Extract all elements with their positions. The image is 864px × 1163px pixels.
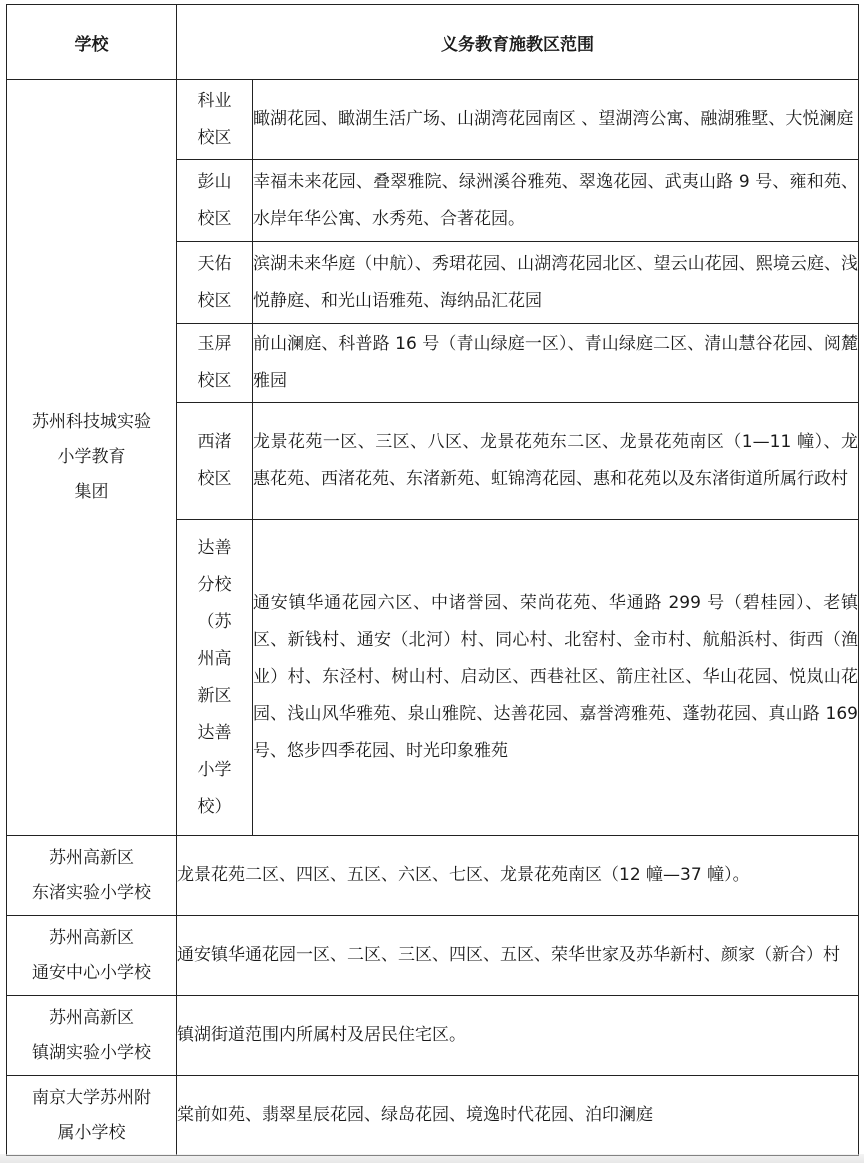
campus-name bbox=[177, 80, 253, 160]
campus-range: 龙景花苑一区、三区、八区、龙景花苑东二区、龙景花苑南区（1—11 幢）、龙惠花苑、西渚花苑、东渚新苑、虹锦湾花园、惠和花苑以及东渚街道所属行政村 bbox=[253, 403, 859, 520]
school-name-line: 东渚实验小学校 bbox=[32, 882, 151, 903]
header-school: 学校 bbox=[7, 5, 177, 80]
school-name-line: 通安中心小学校 bbox=[32, 962, 151, 983]
enrollment-zone-table bbox=[6, 4, 859, 1156]
table-row bbox=[7, 916, 859, 996]
campus-name bbox=[177, 324, 253, 403]
table-row bbox=[7, 996, 859, 1076]
campus-name-line: 新区 bbox=[197, 685, 232, 706]
table-row bbox=[7, 836, 859, 916]
campus-range: 幸福未来花园、叠翠雅院、绿洲溪谷雅苑、翠逸花园、武夷山路 9 号、雍和苑、水岸年华公寓、水秀苑、合著花园。 bbox=[253, 160, 859, 242]
campus-name bbox=[177, 403, 253, 520]
header-range: 义务教育施教区范围 bbox=[177, 5, 859, 80]
campus-name-line: 小学 bbox=[197, 759, 232, 780]
campus-name bbox=[177, 242, 253, 324]
school-name bbox=[7, 836, 177, 916]
school-name-line: 苏州高新区 bbox=[49, 847, 134, 868]
campus-name-line: 州高 bbox=[197, 648, 232, 669]
table-row bbox=[7, 80, 859, 160]
campus-name-line: 科业 bbox=[197, 90, 232, 111]
campus-range: 通安镇华通花园六区、中诸誉园、荣尚花苑、华通路 299 号（碧桂园）、老镇区、新钱村、通安（北河）村、同心村、北窑村、金市村、航船浜村、街西（渔业）村、东泾村、树山村、启动区、西巷社区、箭庄社区、华山花园、悦岚山花园、浅山风华雅苑、泉山雅院、达善花园、嘉誉湾雅苑、蓬勃花园、真山路 169 号、悠步四季花园、时光印象雅苑 bbox=[253, 520, 859, 836]
campus-name-line: 分校 bbox=[197, 574, 232, 595]
school-range: 通安镇华通花园一区、二区、三区、四区、五区、荣华世家及苏华新村、颜家（新合）村 bbox=[177, 916, 859, 996]
school-name bbox=[7, 916, 177, 996]
campus-name-line: 校区 bbox=[197, 371, 232, 391]
campus-name-line: 校区 bbox=[197, 208, 232, 229]
school-name bbox=[7, 1076, 177, 1156]
campus-name bbox=[177, 160, 253, 242]
cropped-next-line bbox=[0, 1154, 864, 1163]
table-row bbox=[7, 1076, 859, 1156]
table-header-row bbox=[7, 5, 859, 80]
campus-range: 滨湖未来华庭（中航）、秀珺花园、山湖湾花园北区、望云山花园、熙境云庭、浅悦静庭、和光山语雅苑、海纳品汇花园 bbox=[253, 242, 859, 324]
campus-name-line: 天佑 bbox=[197, 253, 232, 274]
group-name-line: 集团 bbox=[74, 482, 109, 502]
campus-name-line: 彭山 bbox=[197, 171, 232, 192]
group-name-line: 小学教育 bbox=[57, 447, 126, 467]
campus-name-line: 西渚 bbox=[197, 432, 232, 452]
campus-range: 前山澜庭、科普路 16 号（青山绿庭一区）、青山绿庭二区、清山慧谷花园、阅麓雅园 bbox=[253, 324, 859, 403]
campus-name-line: 达善 bbox=[197, 537, 232, 558]
campus-name-line: 达善 bbox=[197, 722, 232, 743]
school-name-line: 镇湖实验小学校 bbox=[32, 1042, 151, 1063]
campus-name-line: 校区 bbox=[197, 127, 232, 148]
school-range: 镇湖街道范围内所属村及居民住宅区。 bbox=[177, 996, 859, 1076]
group-school-name bbox=[7, 80, 177, 836]
school-name bbox=[7, 996, 177, 1076]
school-range: 棠前如苑、翡翠星辰花园、绿岛花园、境逸时代花园、泊印澜庭 bbox=[177, 1076, 859, 1156]
group-name-line: 苏州科技城实验 bbox=[32, 412, 151, 432]
campus-name bbox=[177, 520, 253, 836]
campus-name-line: （苏 bbox=[197, 611, 232, 632]
school-range: 龙景花苑二区、四区、五区、六区、七区、龙景花苑南区（12 幢—37 幢）。 bbox=[177, 836, 859, 916]
campus-name-line: 校区 bbox=[197, 290, 232, 311]
school-name-line: 南京大学苏州附 bbox=[32, 1087, 151, 1108]
campus-range: 瞰湖花园、瞰湖生活广场、山湖湾花园南区 、望湖湾公寓、融湖雅墅、大悦澜庭 bbox=[253, 80, 859, 160]
school-name-line: 苏州高新区 bbox=[49, 927, 134, 948]
campus-name-line: 校区 bbox=[197, 469, 232, 489]
school-name-line: 苏州高新区 bbox=[49, 1007, 134, 1028]
campus-name-line: 玉屏 bbox=[197, 334, 232, 354]
campus-name-line: 校） bbox=[197, 796, 232, 817]
school-name-line: 属小学校 bbox=[57, 1122, 126, 1143]
